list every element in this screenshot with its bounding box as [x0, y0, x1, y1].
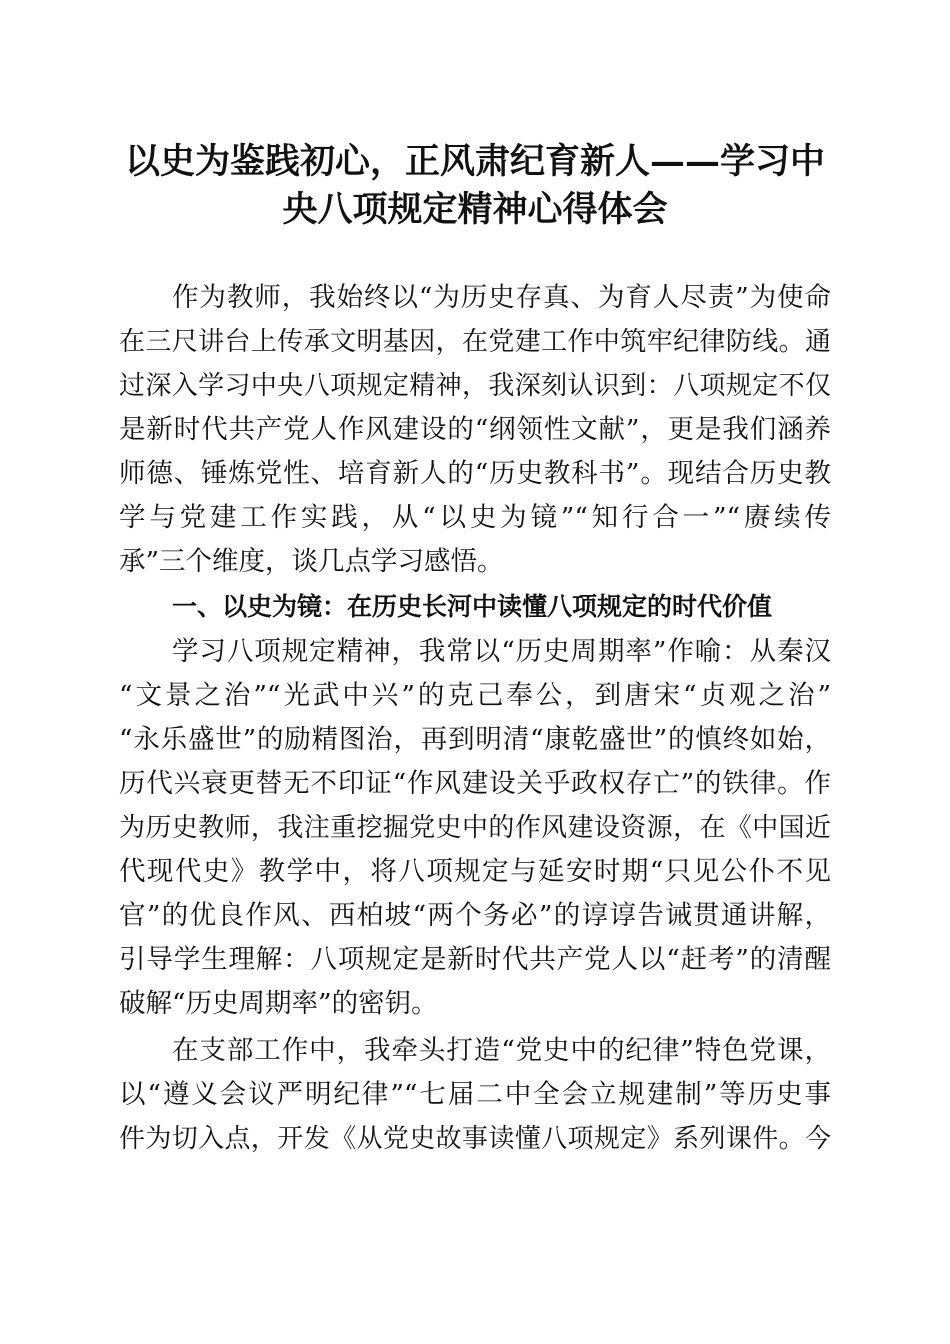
paragraph-3-line-1: 在支部工作中，我牵头打造“党史中的纪律”特色党课，: [172, 1035, 831, 1066]
paragraph-3-line-3: 件为切入点，开发《从党史故事读懂八项规定》系列课件。今: [119, 1124, 831, 1154]
paragraph-2-line-9: 破解“历史周期率”的密钥。: [119, 988, 438, 1019]
paragraph-2-line-6: 代现代史》教学中，将八项规定与延安时期“只见公仆不见: [119, 856, 831, 887]
paragraph-1-line-6: 学与党建工作实践，从“以史为镜”“知行合一”“赓续传: [119, 502, 831, 533]
paragraph-2-line-8: 引导学生理解：八项规定是新时代共产党人以“赶考”的清醒: [119, 944, 831, 975]
paragraph-1-line-7: 承”三个维度，谈几点学习感悟。: [119, 546, 504, 577]
paragraph-1-line-2: 在三尺讲台上传承文明基因，在党建工作中筑牢纪律防线。通: [119, 327, 831, 357]
paragraph-2-line-3: “永乐盛世”的励精图治，再到明清“康乾盛世”的慎终如始，: [119, 724, 831, 755]
paragraph-2-line-1: 学习八项规定精神，我常以“历史周期率”作喻：从秦汉: [172, 636, 831, 667]
paragraph-2-line-7: 官”的优良作风、西柏坡“两个务必”的谆谆告诫贯通讲解，: [119, 900, 831, 931]
paragraph-1-line-4: 是新时代共产党人作风建设的“纲领性文献”，更是我们涵养: [119, 414, 831, 445]
paragraph-1-line-1: 作为教师，我始终以“为历史存真、为育人尽责”为使命: [172, 282, 831, 313]
paragraph-3-line-2: 以“遵义会议严明纪律”“七届二中全会立规建制”等历史事: [119, 1079, 831, 1110]
section-heading-1: 一、以史为镜：在历史长河中读懂八项规定的时代价值: [172, 592, 773, 621]
document-title-line-2: 央八项规定精神心得体会: [282, 189, 668, 230]
paragraph-1-line-3: 过深入学习中央八项规定精神，我深刻认识到：八项规定不仅: [119, 371, 831, 401]
paragraph-2-line-4: 历代兴衰更替无不印证“作风建设关乎政权存亡”的铁律。作: [119, 768, 831, 799]
document-title-line-1: 以史为鉴践初心，正风肃纪育新人——学习中: [124, 141, 825, 182]
paragraph-2-line-5: 为历史教师，我注重挖掘党史中的作风建设资源，在《中国近: [119, 813, 831, 843]
paragraph-2-line-2: “文景之治”“光武中兴”的克己奉公，到唐宋“贞观之治”: [119, 680, 831, 711]
paragraph-1-line-5: 师德、锤炼党性、培育新人的“历史教科书”。现结合历史教: [119, 458, 831, 489]
